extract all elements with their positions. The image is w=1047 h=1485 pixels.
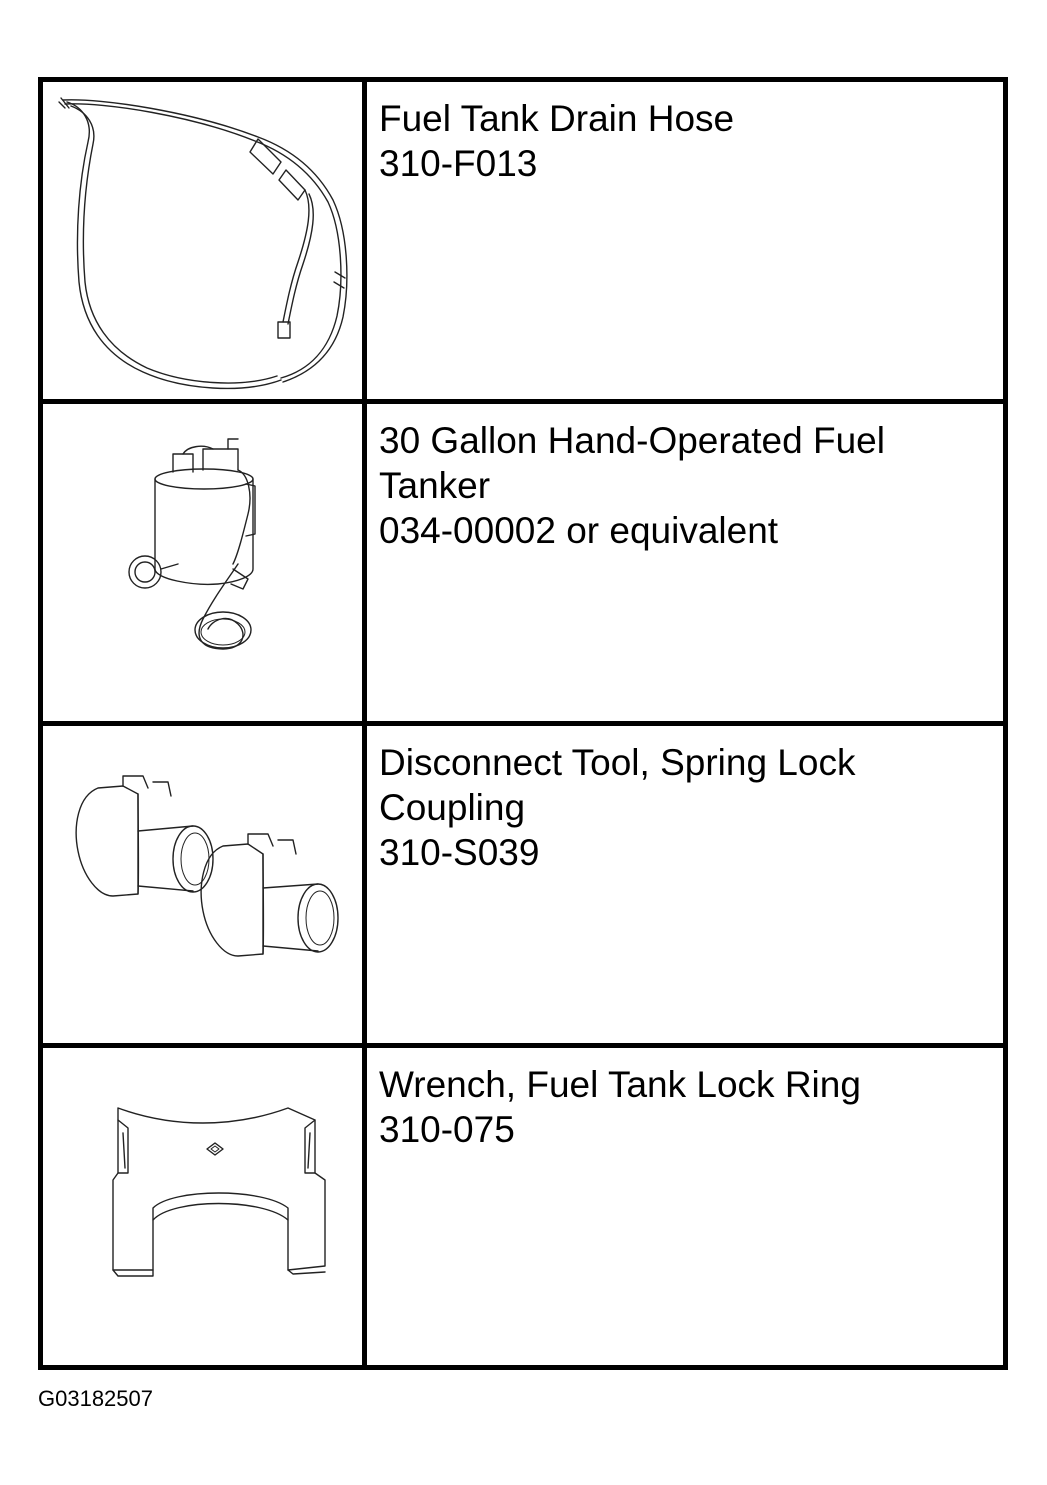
- tool-name: 30 Gallon Hand-Operated Fuel: [379, 420, 885, 461]
- tool-name: Disconnect Tool, Spring Lock: [379, 742, 856, 783]
- tool-name: Fuel Tank Drain Hose: [379, 98, 735, 139]
- table-row: [41, 724, 1006, 1046]
- figure-id: G03182507: [38, 1386, 153, 1411]
- fuel-drain-hose-icon: [43, 82, 362, 398]
- disconnect-tool-icon: [43, 726, 362, 1042]
- table-row: [41, 80, 1006, 402]
- tool-illustration-cell: [41, 1046, 365, 1368]
- table-row: [41, 1046, 1006, 1368]
- tool-name: Tanker: [379, 465, 491, 506]
- tool-name: Coupling: [379, 787, 526, 828]
- tool-part-number: 310-S039: [379, 832, 540, 873]
- tool-part-number: 034-00002 or equivalent: [379, 510, 779, 551]
- tool-illustration-cell: [41, 80, 365, 402]
- tool-description-cell: [365, 80, 1006, 402]
- fuel-tanker-icon: [43, 404, 362, 720]
- tool-name: Wrench, Fuel Tank Lock Ring: [379, 1064, 861, 1105]
- tool-part-number: 310-F013: [379, 143, 538, 184]
- tool-description-cell: [365, 1046, 1006, 1368]
- special-tools-table: [38, 77, 1008, 1370]
- table-row: [41, 402, 1006, 724]
- tool-description-cell: [365, 402, 1006, 724]
- lock-ring-wrench-icon: [43, 1048, 362, 1364]
- tool-part-number: 310-075: [379, 1109, 515, 1150]
- tool-illustration-cell: [41, 402, 365, 724]
- tool-illustration-cell: [41, 724, 365, 1046]
- tool-description-cell: [365, 724, 1006, 1046]
